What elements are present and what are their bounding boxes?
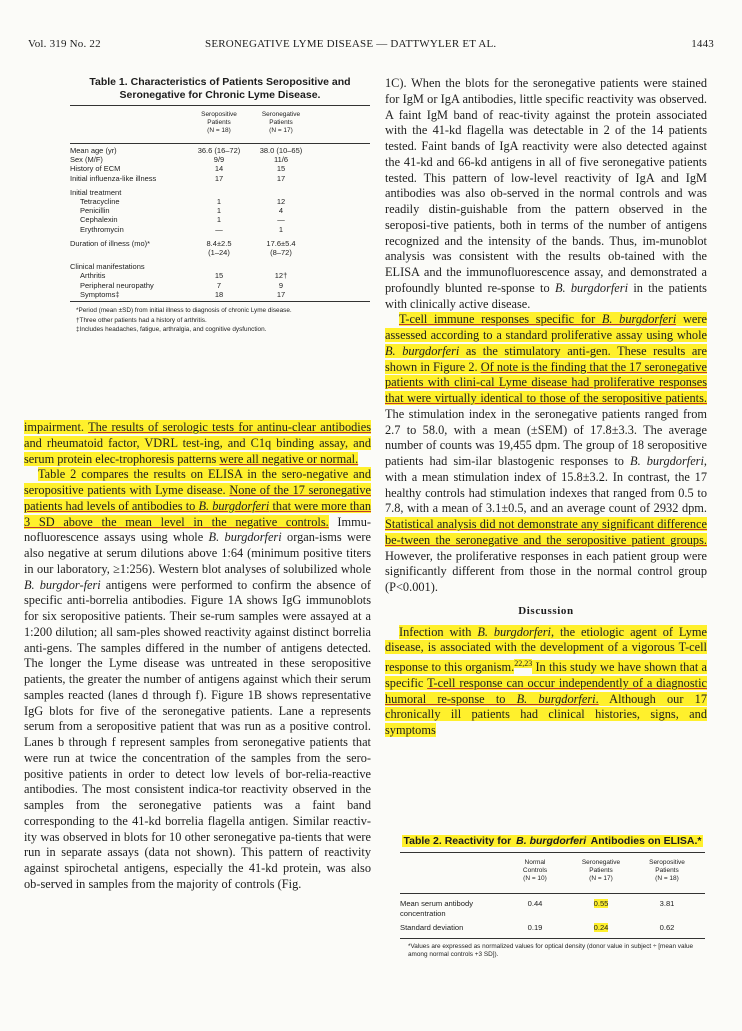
- table-1-note: *Period (mean ±SD) from initial illness to diagnosis of chronic Lyme disease.: [76, 307, 292, 315]
- paragraph: 1C). When the blots for the seronegative patients were stained for IgM or IgA antibodies, little specific reactivity was observed. A faint IgM band of reac-tivity against the protein associated with the 41-kd flagella was detectable in 2 of the 14 patients tested. Faint bands of IgA reactivity were also detected against the 41-kd and 66-kd antigens in all of five seronegative patients tested. This pattern of low-level reactivity of IgA and IgM antibodies was also ob-served in the normal controls and was readily distin-guishable from the pattern observed in the seroposi-tive patients, both in terms of the number of antigens recognized and the intensity of the bands. Thus, im-munoblot analysis was consistent with the results ob-tained with the ELISA and the immunofluorescence assay, and demonstrated a profoundly blunted re-sponse to B. burgdorferi in the patients with clinically active disease.: [385, 76, 707, 311]
- table-rule: [70, 105, 370, 106]
- table-rule: [70, 301, 370, 302]
- table-2-note: *Values are expressed as normalized values for optical density (donor value in subject ÷ [mean value among normal controls +3 SD]).: [408, 942, 694, 958]
- volume-label: Vol. 319 No. 22: [28, 38, 101, 50]
- paragraph: T-cell immune responses specific for B. burgdorferi were assessed according to a standard proliferative assay using whole B. burgdorferi as the stimulatory anti-gen. These results are shown in Figure 2. Of note is the finding that the 17 seronegative patients with clini-cal Lyme disease had proliferative responses that were virtually identical to those of the seropositive patients. The stimulation index in the seronegative patients ranged from 2.7 to 58.0, with a mean (±SEM) of 17.8±3.3. The average number of counts was 19,455 dpm. The group of 18 seropositive patients had sim-ilar blastogenic responses to B. burgdorferi, with a mean stimulation index of 15.8±3.2. In contrast, the 17 healthy controls had stimulation indexes that ranged from 0.5 to 7.8, with a mean of 3.1±0.5, and an average count of 2932 dpm. Statistical analysis did not demonstrate any significant difference be-tween the seronegative and the seropositive patient groups. However, the proliferative responses in each patient group were significantly different from those in the normal control group (P<0.001).: [385, 312, 708, 594]
- column-header-seronegative: Seronegative Patients (N = 17): [261, 111, 301, 134]
- table-row: Standard deviation 0.19 0.24 0.62: [400, 923, 675, 932]
- table-1-caption: Table 1. Characteristics of Patients Seropositive and Seronegative for Chronic Lyme Disease.: [89, 76, 351, 101]
- table-1: [70, 76, 370, 335]
- table-row: Peripheral neuropathy 7 9: [80, 280, 284, 290]
- table-rule: [400, 852, 705, 853]
- table-1-note: †Three other patients had a history of arthritis.: [76, 316, 207, 324]
- table-1-column-headers: [70, 108, 370, 141]
- left-column: [24, 420, 371, 893]
- table-2-column-headers: [400, 855, 705, 889]
- table-row: Mean age (yr) 36.6 (16–72) 38.0 (10–65): [70, 146, 303, 155]
- column-header-seronegative: Seronegative Patients (N = 17): [581, 859, 621, 882]
- table-row: Tetracycline 1 12: [80, 197, 286, 207]
- table-2: [400, 835, 705, 960]
- table-row: Initial influenza-like illness 17 17: [70, 173, 286, 183]
- column-header-normal-controls: Normal Controls (N = 10): [522, 859, 548, 882]
- table-1-body: [70, 146, 370, 299]
- table-row: Mean serum antibody concentration 0.44 0.55 3.81: [400, 899, 675, 918]
- table-row: Duration of illness (mo)* 8.4±2.5 17.6±5.4: [70, 238, 296, 248]
- table-rule: [400, 938, 705, 939]
- column-header-seropositive: Seropositive Patients (N = 18): [649, 859, 685, 882]
- table-rule: [400, 893, 705, 894]
- table-row: Clinical manifestations: [70, 262, 145, 272]
- table-row: Penicillin 1 4: [80, 206, 284, 216]
- table-row: (1–24) (8–72): [208, 248, 292, 258]
- table-rule: [70, 143, 370, 144]
- table-2-caption: Table 2. Reactivity for B. burgdorferi Antibodies on ELISA.*: [403, 835, 702, 847]
- table-row: Sex (M/F) 9/9 11/6: [70, 155, 289, 165]
- table-1-note: ‡Includes headaches, fatigue, arthralgia, and cognitive dysfunction.: [76, 326, 267, 334]
- table-row: Arthritis 15 12†: [80, 271, 288, 281]
- table-row: Cephalexin 1 —: [80, 215, 285, 225]
- page-number: 1443: [691, 38, 714, 50]
- table-row: Erythromycin — 1: [80, 224, 284, 234]
- paragraph: impairment. The results of serologic tests for antinu-clear antibodies and rheumatoid factor, VDRL test-ing, and C1q binding assay, and serum protein elec-trophoresis patterns were all negative or normal.: [24, 420, 371, 466]
- table-1-notes: [70, 306, 370, 335]
- section-heading-discussion: Discussion: [518, 604, 574, 617]
- table-row: Symptoms‡ 18 17: [80, 289, 286, 299]
- right-column: [385, 76, 707, 739]
- table-row: History of ECM 14 15: [70, 164, 286, 174]
- table-row: Initial treatment: [70, 187, 122, 197]
- paragraph: Infection with B. burgdorferi, the etiologic agent of Lyme disease, is associated with the development of a vigorous T-cell response to this organism.$^{22,23}$ In this study we have shown that a specific T-cell response can occur independently of a diagnostic humoral re-sponse to B. burgdorferi. Although our 17 chronically ill patients had clinical histories, signs, and symptoms: [385, 624, 707, 738]
- running-title: SERONEGATIVE LYME DISEASE — DATTWYLER ET AL.: [205, 38, 497, 50]
- column-header-seropositive: Seropositive Patients (N = 18): [201, 111, 237, 134]
- paragraph: Table 2 compares the results on ELISA in the sero-negative and seropositive patients with Lyme disease. None of the 17 seronegative patients had levels of antibodies to B. burgdorferi that were more than 3 SD above the mean level in the negative controls. Immu-nofluorescence assays using whole B. burgdorferi organ-isms were also negative at serum dilutions above 1:64 (minimum positive titers in our laboratory, ≥1:256). Western blot analyses of solubilized whole B. burgdor-feri antigens were performed to confirm the absence of specific anti-borrelia antibodies. Figure 1A shows IgG immunoblots for six seropositive patients. Their se-rum samples were assayed at a 1:200 dilution; all sam-ples showed reactivity against distinct borrelia anti-gens. The samples differed in the number of antigens detected. The longer the Lyme disease was untreated in these seropositive patients, the greater the number of antigens against which their serum samples reacted (lanes d through f). Figure 1B shows representative IgG blots for five of the seronegative patients. Lane a represents serum from a seropositive patient that was run as a positive control. Lanes b through f represent samples from seronegative patients that were run at twice the concentration of the samples from the sero-positive patients in order to detect low levels of bor-relia-reactive antibodies. The most consistent indica-tor reactivity observed in the samples from the seronegative patients was a faint band corresponding to the 41-kd borrelia flagella antigen. Similar reactiv-ity was observed in blots for 10 other seronegative pa-tients that were run in separate assays (data not shown). This pattern of reactivity against spirochetal antigens, especially the 41-kd protein, was also ob-served in samples from the majority of controls (Fig.: [24, 467, 371, 891]
